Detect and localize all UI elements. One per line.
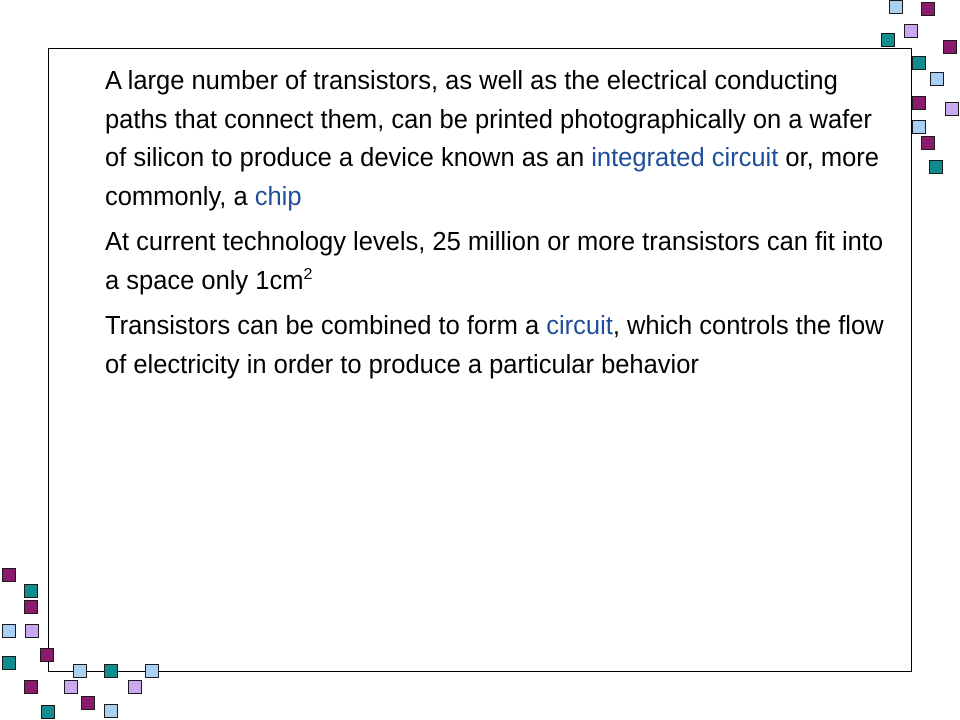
- paragraph-1-text-b: or, more commonly, a: [105, 144, 879, 211]
- paragraph-transistor-density: [105, 223, 885, 300]
- deco-square: [24, 600, 38, 614]
- deco-square: [929, 160, 943, 174]
- term-chip: chip: [254, 182, 302, 211]
- deco-square: [64, 680, 78, 694]
- deco-square: [40, 648, 54, 662]
- term-circuit: circuit: [546, 312, 613, 340]
- deco-square: [145, 664, 159, 678]
- deco-square: [24, 584, 38, 598]
- deco-square: [41, 705, 55, 719]
- deco-square: [128, 680, 142, 694]
- deco-square: [104, 704, 118, 718]
- paragraph-circuit: [105, 307, 885, 384]
- deco-square: [912, 96, 926, 110]
- deco-square: [2, 656, 16, 670]
- paragraph-3-text-a: Transistors can be combined to form a: [105, 312, 547, 340]
- deco-square: [943, 40, 957, 54]
- deco-square: [881, 33, 895, 47]
- deco-square: [912, 120, 926, 134]
- deco-square: [104, 664, 118, 678]
- deco-square: [930, 72, 944, 86]
- paragraph-1-text-a: A large number of transistors, as well as the electrical conducting paths that connect them, can be printed photographically on a wafer of silicon to produce a device known as an: [105, 67, 872, 172]
- superscript-exponent: 2: [303, 266, 313, 283]
- deco-square: [24, 680, 38, 694]
- deco-square: [904, 24, 918, 38]
- deco-square: [81, 696, 95, 710]
- deco-square: [2, 568, 16, 582]
- deco-square: [921, 2, 935, 16]
- deco-square: [25, 624, 39, 638]
- slide-body: [105, 62, 885, 391]
- deco-square: [912, 56, 926, 70]
- deco-square: [945, 102, 959, 116]
- deco-square: [73, 664, 87, 678]
- paragraph-2-text: At current technology levels, 25 million or more transistors can fit into a space only 1cm: [105, 228, 884, 295]
- deco-square: [921, 136, 935, 150]
- paragraph-integrated-circuit: [105, 62, 885, 216]
- paragraph-3-text-b: , which controls the flow of electricity in order to produce a particular behavior: [105, 312, 884, 379]
- deco-square: [889, 0, 903, 14]
- term-integrated-circuit: integrated circuit: [591, 144, 779, 172]
- deco-square: [2, 624, 16, 638]
